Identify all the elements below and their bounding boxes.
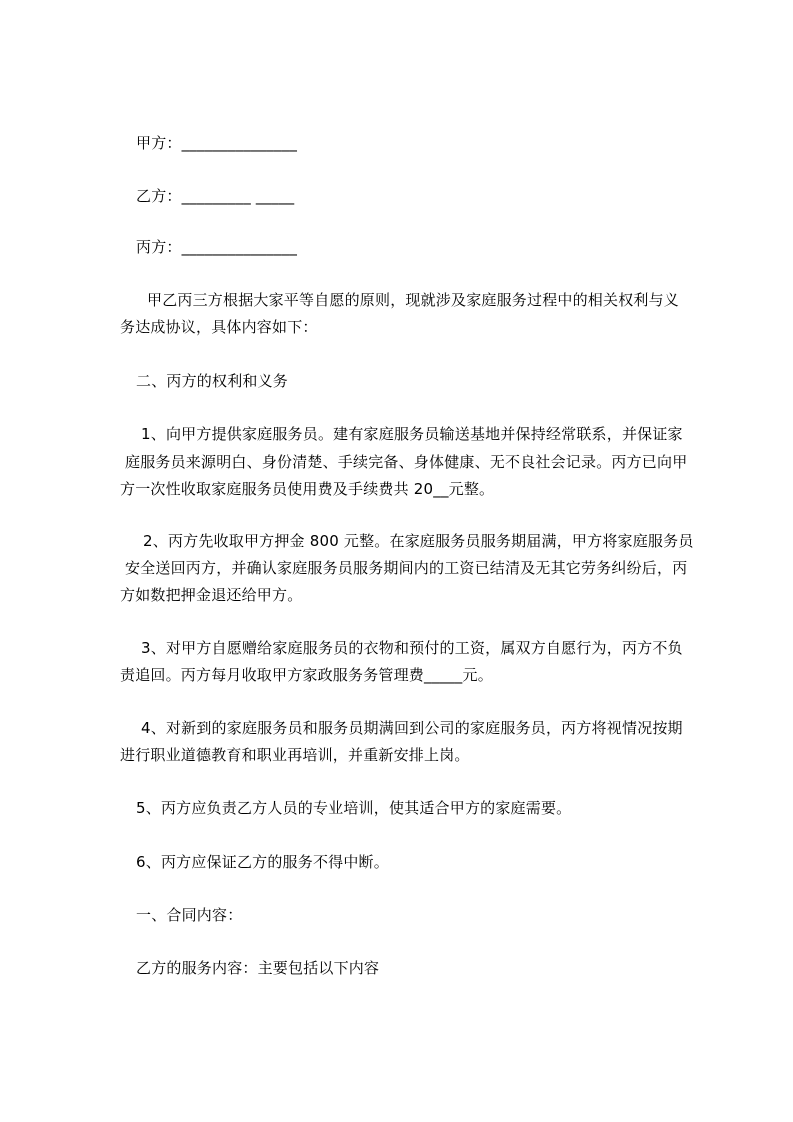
clause-6: 6、丙方应保证乙方的服务不得中断。: [136, 853, 389, 871]
party-a-line: 甲方：_______________: [136, 134, 298, 152]
clause-2-line-1: 2、丙方先收取甲方押金 800 元整。在家庭服务员服务期届满，甲方将家庭服务员: [143, 532, 694, 550]
party-b-line: 乙方：_________ _____: [136, 187, 295, 205]
clause-2-line-2: 安全送回丙方，并确认家庭服务员服务期间内的工资已结清及无其它劳务纠纷后，丙: [125, 559, 688, 577]
party-c-line: 丙方：_______________: [136, 238, 298, 256]
intro-paragraph-line-2: 务达成协议，具体内容如下：: [120, 318, 318, 336]
intro-paragraph-line-1: 甲乙丙三方根据大家平等自愿的原则，现就涉及家庭服务过程中的相关权利与义: [147, 291, 680, 309]
clause-3-line-1: 3、对甲方自愿赠给家庭服务员的衣物和预付的工资，属双方自愿行为，丙方不负: [141, 639, 683, 657]
clause-1-line-3: 方一次性收取家庭服务员使用费及手续费共 20__元整。: [120, 480, 495, 498]
clause-5: 5、丙方应负责乙方人员的专业培训，使其适合甲方的家庭需要。: [136, 799, 572, 817]
clause-1-line-1: 1、向甲方提供家庭服务员。建有家庭服务员输送基地并保持经常联系，并保证家: [141, 425, 683, 443]
clause-1-line-2: 庭服务员来源明白、身份清楚、手续完备、身体健康、无不良社会记录。丙方已向甲: [125, 453, 688, 471]
clause-4-line-2: 进行职业道德教育和职业再培训，并重新安排上岗。: [120, 746, 470, 764]
clause-4-line-1: 4、对新到的家庭服务员和服务员期满回到公司的家庭服务员，丙方将视情况按期: [141, 719, 683, 737]
section-two-heading: 二、丙方的权利和义务: [136, 372, 289, 390]
service-content-line: 乙方的服务内容：主要包括以下内容: [136, 959, 380, 977]
clause-2-line-3: 方如数把押金退还给甲方。: [120, 586, 303, 604]
section-one-heading: 一、合同内容：: [136, 906, 243, 924]
clause-3-line-2: 责追回。丙方每月收取甲方家政服务务管理费_____元。: [120, 666, 493, 684]
